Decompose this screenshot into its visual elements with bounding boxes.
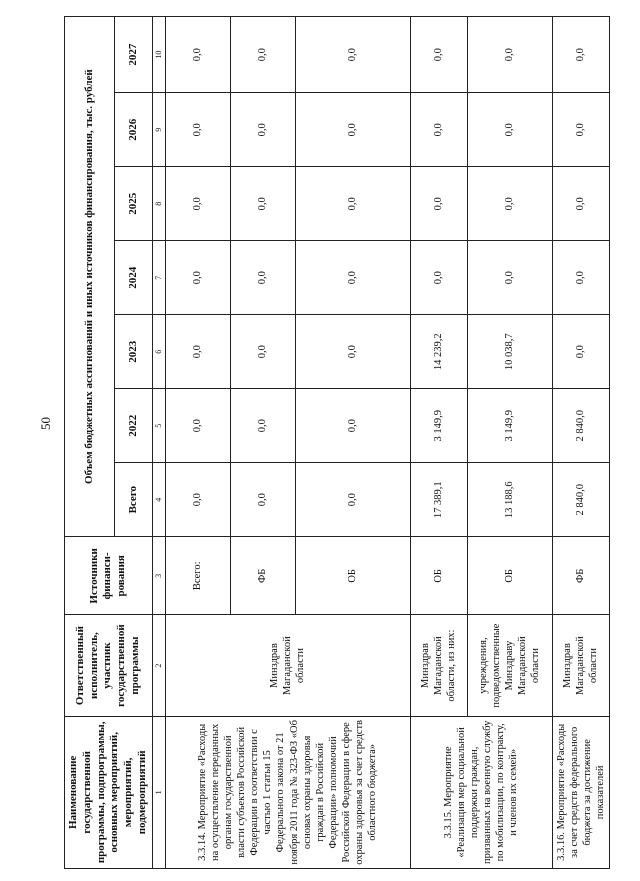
value-cell: 0,0: [295, 315, 410, 389]
header-year-2025: 2025: [115, 167, 152, 241]
value-cell: 2 840,0: [552, 389, 610, 463]
source-cell: ФБ: [230, 537, 295, 615]
rotated-page: [64, 16, 604, 869]
value-cell: 0,0: [410, 167, 467, 241]
responsible-cell: Минздрав Магаданской области: [552, 615, 610, 716]
table-row: [410, 17, 467, 869]
header-sources: Источники финанси-рования: [65, 537, 153, 615]
value-cell: 0,0: [410, 241, 467, 315]
value-cell: 0,0: [165, 167, 230, 241]
value-cell: 0,0: [467, 167, 552, 241]
value-cell: 0,0: [467, 17, 552, 93]
value-cell: 14 239,2: [410, 315, 467, 389]
source-cell: ФБ: [552, 537, 610, 615]
col-num: 4: [152, 463, 165, 537]
item-name-3-3-15: 3.3.15. Мероприятие «Реализация мер социальной поддержки граждан, призванных на военную службу по мобилизации, по контракту, и членов их семей»: [410, 716, 552, 868]
value-cell: 0,0: [230, 241, 295, 315]
responsible-cell: учреждения, подведомственные Минздраву Магаданской области: [467, 615, 552, 716]
item-name-3-3-16: 3.3.16. Мероприятие «Расходы за счет средств федерального бюджета за достижение показателей: [552, 716, 610, 868]
value-cell: 3 149,9: [410, 389, 467, 463]
total-cell: 0,0: [165, 463, 230, 537]
col-num: 3: [152, 537, 165, 615]
col-num: 2: [152, 615, 165, 716]
value-cell: 0,0: [295, 167, 410, 241]
source-cell: ОБ: [410, 537, 467, 615]
source-cell: Всего:: [165, 537, 230, 615]
value-cell: 10 038,7: [467, 315, 552, 389]
table-row: [165, 17, 230, 869]
page-number: 50: [38, 417, 53, 430]
table-row: [552, 17, 610, 869]
total-cell: 13 188,6: [467, 463, 552, 537]
value-cell: 0,0: [230, 315, 295, 389]
value-cell: 0,0: [552, 93, 610, 167]
source-cell: ОБ: [295, 537, 410, 615]
value-cell: 0,0: [230, 389, 295, 463]
value-cell: 0,0: [295, 241, 410, 315]
value-cell: 0,0: [467, 93, 552, 167]
value-cell: 0,0: [467, 241, 552, 315]
source-cell: ОБ: [467, 537, 552, 615]
value-cell: 0,0: [230, 17, 295, 93]
value-cell: 3 149,9: [467, 389, 552, 463]
value-cell: 0,0: [552, 241, 610, 315]
col-num: 5: [152, 389, 165, 463]
value-cell: 0,0: [295, 17, 410, 93]
value-cell: 0,0: [165, 315, 230, 389]
total-cell: 0,0: [230, 463, 295, 537]
value-cell: 0,0: [552, 315, 610, 389]
col-num: 10: [152, 17, 165, 93]
header-name: Наименование государственной программы, подпрограммы, основных мероприятий, мероприятий, подмероприятий: [65, 716, 153, 868]
total-cell: 2 840,0: [552, 463, 610, 537]
value-cell: 0,0: [295, 93, 410, 167]
col-num: 1: [152, 716, 165, 868]
header-volume: Объем бюджетных ассигнований и иных источников финансирования, тыс. рублей: [65, 17, 115, 537]
col-num: 6: [152, 315, 165, 389]
value-cell: 0,0: [230, 93, 295, 167]
header-year-2022: 2022: [115, 389, 152, 463]
value-cell: 0,0: [165, 93, 230, 167]
col-num: 9: [152, 93, 165, 167]
col-num: 7: [152, 241, 165, 315]
col-num: 8: [152, 167, 165, 241]
responsible-cell: Минздрав Магаданской области: [165, 615, 410, 716]
funding-table: [64, 16, 610, 869]
value-cell: 0,0: [165, 389, 230, 463]
item-name-3-3-14: 3.3.14. Мероприятие «Расходы на осуществление переданных органам государственной власти субъектов Российской Федерации в соответствии с частью 1 статьи 15 Федерального закона от 21 ноября 2011 года № 323-ФЗ «Об основах охраны здоровья граждан в Российской Федерации» полномочий Российской Федерации в сфере охраны здоровья за счет средств областного бюджета»: [165, 716, 410, 868]
header-year-2024: 2024: [115, 241, 152, 315]
header-year-2023: 2023: [115, 315, 152, 389]
value-cell: 0,0: [295, 389, 410, 463]
header-responsible: Ответственный исполнитель, участник государственной программы: [65, 615, 153, 716]
header-year-2026: 2026: [115, 93, 152, 167]
value-cell: 0,0: [552, 17, 610, 93]
total-cell: 0,0: [295, 463, 410, 537]
value-cell: 0,0: [410, 17, 467, 93]
value-cell: 0,0: [165, 241, 230, 315]
header-total: Всего: [115, 463, 152, 537]
value-cell: 0,0: [410, 93, 467, 167]
value-cell: 0,0: [165, 17, 230, 93]
value-cell: 0,0: [230, 167, 295, 241]
responsible-cell: Минздрав Магаданской области, из них:: [410, 615, 467, 716]
header-year-2027: 2027: [115, 17, 152, 93]
value-cell: 0,0: [552, 167, 610, 241]
total-cell: 17 389,1: [410, 463, 467, 537]
